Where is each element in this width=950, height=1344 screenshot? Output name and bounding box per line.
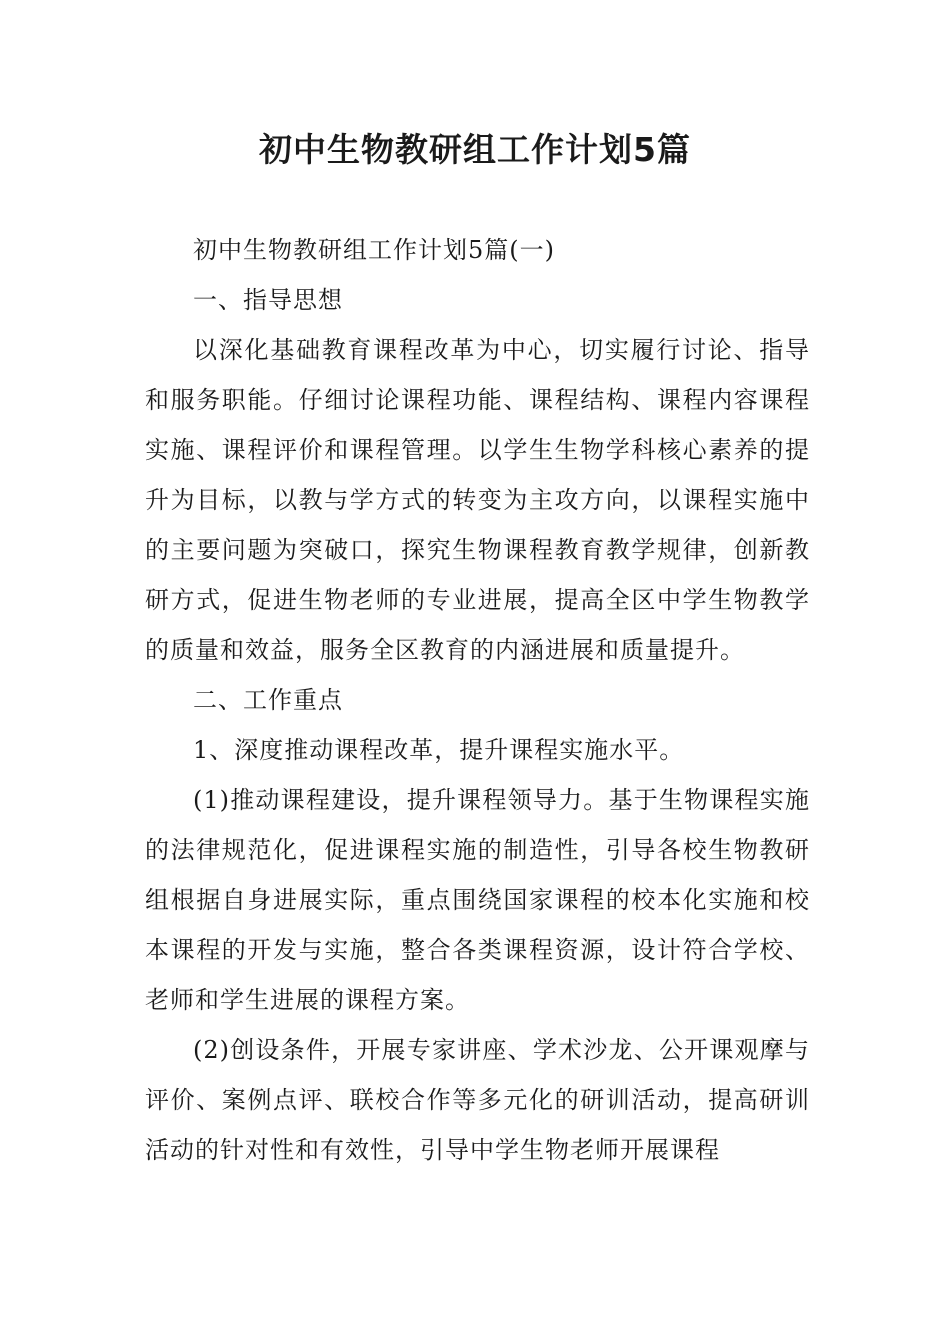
section-heading-work-focus: 二、工作重点 xyxy=(193,686,343,714)
body-paragraph: 1、深度推动课程改革，提升课程实施水平。 xyxy=(193,736,685,764)
body-paragraph: 以深化基础教育课程改革为中心，切实履行讨论、指导和服务职能。仔细讨论课程功能、课程结构、课程内容课程实施、课程评价和课程管理。以学生生物学科核心素养的提升为目标，以教与学方式的转变为主攻方向，以课程实施中的主要问题为突破口，探究生物课程教育教学规律，创新教研方式，促进生物老师的专业进展，提高全区中学生物教学的质量和效益，服务全区教育的内涵进展和质量提升。 xyxy=(145,336,810,664)
document-body xyxy=(145,225,810,1175)
body-paragraph: (2)创设条件，开展专家讲座、学术沙龙、公开课观摩与评价、案例点评、联校合作等多元化的研训活动，提高研训活动的针对性和有效性，引导中学生物老师开展课程 xyxy=(145,1036,810,1164)
subtitle-paragraph: 初中生物教研组工作计划5篇(一) xyxy=(193,236,555,264)
body-paragraph: (1)推动课程建设，提升课程领导力。基于生物课程实施的法律规范化，促进课程实施的制造性，引导各校生物教研组根据自身进展实际，重点围绕国家课程的校本化实施和校本课程的开发与实施，整合各类课程资源，设计符合学校、老师和学生进展的课程方案。 xyxy=(145,786,810,1014)
document-title: 初中生物教研组工作计划5篇 xyxy=(259,130,691,169)
section-heading-guiding-thought: 一、指导思想 xyxy=(193,286,343,314)
